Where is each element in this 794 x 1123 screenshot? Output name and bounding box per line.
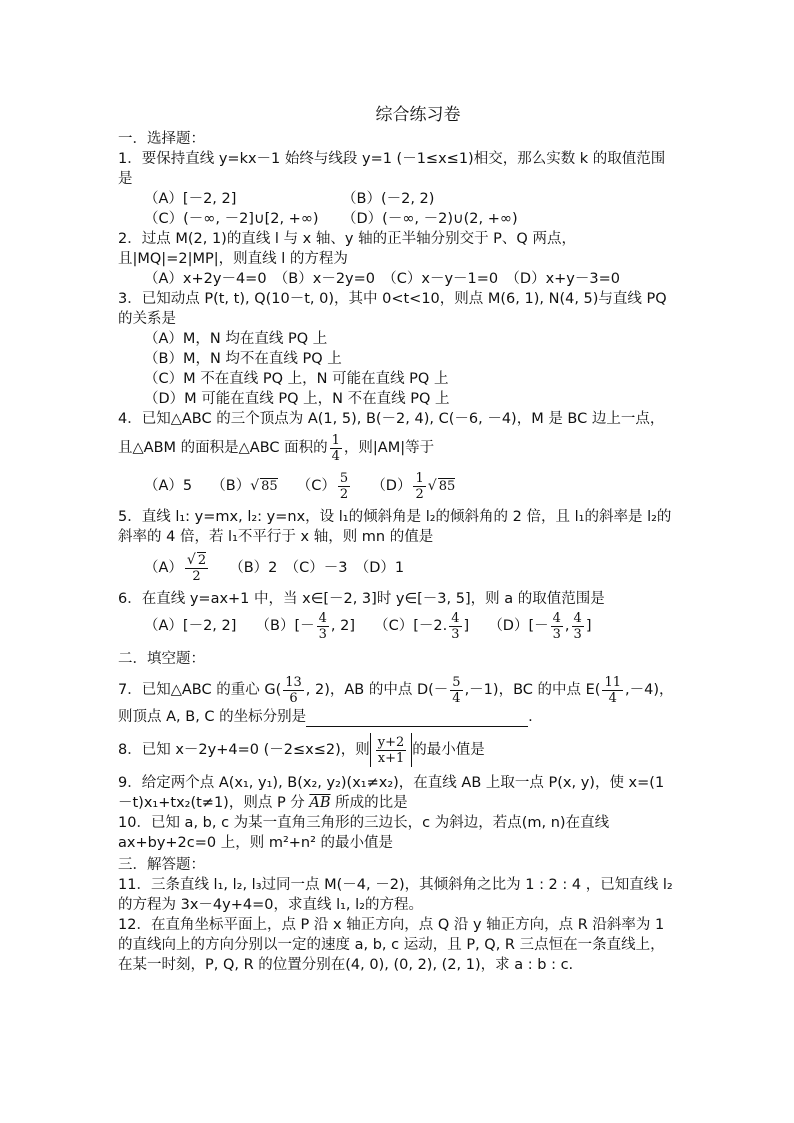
question-4-line2 (118, 431, 678, 465)
q5-option-a: （A） (144, 560, 183, 576)
q3-option-a: （A）M，N 均在直线 PQ 上 (144, 331, 328, 347)
section-fill-heading: 二．填空题： (118, 651, 205, 667)
question-2: 2．过点 M(2, 1)的直线 l 与 x 轴、y 轴的正半轴分别交于 P、Q 两点，且|MQ|=2|MP|，则直线 l 的方程为 (118, 231, 576, 267)
question-6: 6．在直线 y=ax+1 中，当 x∈[－2, 3]时 y∈[－3, 5]，则 a 的取值范围是 (118, 591, 605, 607)
q6d1-den: 3 (552, 626, 561, 642)
q4-option-d-fraction (413, 471, 425, 502)
q6-option-d-fraction-1 (551, 611, 563, 642)
q6-option-b-pre: （B）[－ (255, 618, 315, 634)
q6-option-b-fraction (317, 611, 329, 642)
question-9 (118, 773, 678, 813)
q4d-den: 2 (415, 486, 424, 502)
question-1-options-ab (118, 189, 678, 209)
q8-den: x+1 (377, 750, 405, 766)
q9-end: 所成的比是 (335, 795, 408, 811)
q7-part4: ,－4)， (624, 682, 674, 698)
q4-option-b: （B） (211, 478, 251, 494)
q4-text-b: ，则|AM|等于 (343, 440, 435, 456)
q1-option-c: （C）(－∞, －2]∪[2, +∞) (144, 211, 319, 227)
question-12: 12．在直角坐标平面上，点 P 沿 x 轴正方向，点 Q 沿 y 轴正方向，点 R 沿斜率为 1 的直线向上的方向分别以一定的速度 a, b, c 运动，且 P, Q, R 三点恒在一条直线上，在某一时刻，P, Q, R 的位置分别在(4, 0), (0, 2), (2, 1)，求 a : b : c. (118, 917, 665, 973)
q4-option-c: （C） (296, 478, 336, 494)
q3-option-b: （B）M，N 均不在直线 PQ 上 (144, 351, 342, 367)
q4c-num: 5 (339, 470, 349, 486)
section-answer-heading: 三．解答题： (118, 857, 205, 873)
q4-frac-num: 1 (331, 432, 340, 448)
q8-post: 的最小值是 (412, 742, 485, 758)
q4-option-a: （A）5 (144, 478, 193, 494)
q7-g-fraction (283, 675, 304, 706)
q1-option-b: （B）(－2, 2) (342, 191, 435, 207)
q5a-den: 2 (192, 569, 201, 584)
question-4-line1: 4．已知△ABC 的三个顶点为 A(1, 5), B(－2, 4), C(－6, －4)，M 是 BC 边上一点， (118, 411, 665, 427)
q6c-den: 3 (451, 626, 460, 642)
q4-option-d-radicand: 85 (438, 479, 456, 494)
question-8 (118, 733, 678, 767)
q4-option-c-fraction (338, 471, 350, 502)
answer-blank[interactable] (306, 712, 528, 727)
q4-text-a: 且△ABM 的面积是△ABC 面积的 (118, 440, 328, 456)
q4-option-d: （D） (371, 478, 412, 494)
q5-options-rest: （B）2 （C）－3 （D）1 (229, 560, 405, 576)
question-2-options: （A）x+2y－4=0 （B）x－2y=0 （C）x－y－1=0 （D）x+y－3=0 (144, 271, 620, 287)
q1-option-a: （A）[－2, 2] (144, 191, 237, 207)
q8-num: y+2 (377, 734, 405, 750)
sqrt-sign-icon: √ (186, 552, 196, 568)
q7-d-fraction (450, 675, 462, 706)
q6-option-b-post: , 2] (330, 618, 356, 634)
q6d2-num: 4 (573, 610, 582, 626)
page-title: 综合练习卷 (375, 105, 461, 125)
q7g-den: 6 (289, 690, 298, 706)
q7-e-fraction (602, 675, 623, 706)
q7g-num: 13 (285, 674, 302, 690)
question-4-options (118, 469, 678, 503)
question-10: 10．已知 a, b, c 为某一直角三角形的三边长，c 为斜边，若点(m, n)在直线 ax+by+2c=0 上，则 m²+n² 的最小值是 (118, 815, 610, 851)
q8-fraction (376, 735, 407, 766)
question-7-line1 (118, 673, 678, 707)
q7d-den: 4 (452, 690, 461, 706)
question-5-options (118, 551, 678, 585)
q6-option-c-pre: （C）[－2. (374, 618, 448, 634)
q4-option-b-radicand: 85 (261, 479, 278, 494)
q7d-num: 5 (452, 674, 461, 690)
question-5: 5．直线 l₁: y=mx, l₂: y=nx，设 l₁的倾斜角是 l₂的倾斜角的 2 倍，且 l₁的斜率是 l₂的斜率的 4 倍，若 l₁不平行于 x 轴，则 mn 的值是 (118, 509, 672, 545)
q5-option-a-fraction (185, 552, 208, 584)
q3-option-c: （C）M 不在直线 PQ 上，N 可能在直线 PQ 上 (144, 371, 449, 387)
question-11: 11．三条直线 l₁, l₂, l₃过同一点 M(－4, －2)，其倾斜角之比为 1 : 2 : 4 ，已知直线 l₂的方程为 3x－4y+4=0，求直线 l₁, l₂的方程。 (118, 877, 673, 913)
question-1: 1．要保持直线 y=kx－1 始终与线段 y=1 (－1≤x≤1)相交，那么实数 k 的取值范围是 (118, 151, 666, 187)
q4-frac-den: 4 (331, 448, 340, 464)
q6-option-d-fraction-2 (572, 611, 584, 642)
q3-option-d: （D）M 可能在直线 PQ 上，N 不在直线 PQ 上 (144, 391, 450, 407)
q7-part2: , 2)，AB 的中点 D(－ (305, 682, 449, 698)
q7-part3: ,－1)，BC 的中点 E( (464, 682, 601, 698)
question-7-line2 (118, 707, 678, 727)
q6d2-den: 3 (573, 626, 582, 642)
q9-vector-ab: $\overline{AB}$ (309, 795, 331, 811)
q6b-num: 4 (318, 610, 327, 626)
q6-option-d-post: ] (585, 618, 592, 634)
q4c-den: 2 (339, 486, 349, 502)
q6-option-d-pre: （D）[－ (488, 618, 549, 634)
q6c-num: 4 (451, 610, 460, 626)
q6b-den: 3 (318, 626, 327, 642)
q7e-den: 4 (608, 690, 617, 706)
q5a-radicand: 2 (197, 553, 207, 568)
question-1-options-cd (118, 209, 678, 229)
q6-option-a: （A）[－2, 2] (144, 618, 237, 634)
sqrt-sign-icon: √ (427, 478, 437, 494)
q7-line2-text: 则顶点 A, B, C 的坐标分别是 (118, 709, 307, 725)
q6-option-c-post: ] (463, 618, 470, 634)
question-6-options (118, 609, 678, 643)
section-choice-heading: 一．选择题： (118, 131, 205, 147)
q6d1-num: 4 (552, 610, 561, 626)
q5a-num (185, 552, 208, 569)
q6-option-d-mid: , (564, 618, 570, 634)
q4d-num: 1 (415, 470, 424, 486)
sqrt-sign-icon: √ (250, 478, 260, 494)
worksheet-page (118, 100, 678, 975)
q6-option-c-fraction (449, 611, 461, 642)
q9-text: 9．给定两个点 A(x₁, y₁), B(x₂, y₂)(x₁≠x₂)，在直线 AB 上取一点 P(x, y)，使 x=(1－t)x₁+tx₂(t≠1)，则点 P 分 (118, 775, 665, 811)
question-3: 3．已知动点 P(t, t), Q(10－t, 0)，其中 0<t<10，则点 M(6, 1), N(4, 5)与直线 PQ 的关系是 (118, 291, 667, 327)
q4-fraction-quarter (330, 433, 342, 464)
q7e-num: 11 (604, 674, 621, 690)
q7-end: . (528, 709, 533, 725)
q7-part1: 7．已知△ABC 的重心 G( (118, 682, 282, 698)
q8-pre: 8．已知 x－2y+4=0 (－2≤x≤2)，则 (118, 742, 370, 758)
q1-option-d: （D）(－∞, －2)∪(2, +∞) (342, 211, 518, 227)
q8-absolute-value (370, 733, 413, 767)
